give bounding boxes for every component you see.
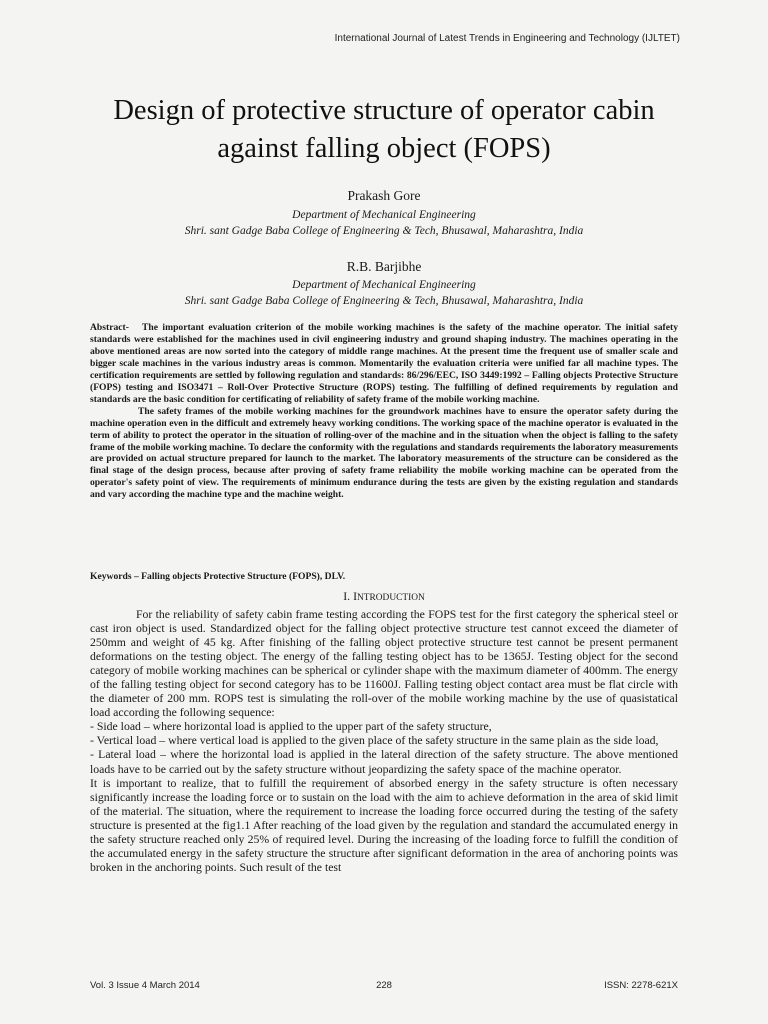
abstract-paragraph-1: Abstract- The important evaluation criterion of the mobile working machines is the safety of the machine operator. The initial safety standards were established for the machines used in civil engineering industry and ground shaping industry. The machines operating in the above mentioned areas are now sorted into the category of middle range machines. At the present time the frequent use of smaller scale and bigger scale machines in the various industry areas is common. Momentarily the evaluation criteria were unified far all machine types. The certification requirements are settled by following regulation and standards: 86/296/EEC, ISO 3449:1992 – Falling objects Protective Structure (FOPS) testing and ISO3471 – Roll-Over Protective Structure (ROPS) testing. The fulfilling of defined requirements by regulation and standards are the basic condition for certificating of reliability of safety frame of the mobile working machine.: [90, 322, 678, 405]
author-institution: Shri. sant Gadge Baba College of Engineering & Tech, Bhusawal, Maharashtra, India: [184, 225, 584, 237]
footer-issn: ISSN: 2278-621X: [604, 980, 678, 991]
author-department: Department of Mechanical Engineering: [292, 209, 476, 221]
keywords: Keywords – Falling objects Protective Structure (FOPS), DLV.: [90, 571, 346, 582]
author-name: Prakash Gore: [347, 188, 421, 203]
list-item: - Vertical load – where vertical load is applied to the given place of the safety structure in the same plain as the side load,: [90, 734, 659, 748]
author-name: R.B. Barjibhe: [346, 259, 422, 274]
abstract: [90, 322, 678, 501]
title-line-2: against falling object (FOPS): [217, 133, 551, 164]
title-line-1: Design of protective structure of operator cabin: [113, 95, 655, 126]
author-department: Department of Mechanical Engineering: [292, 279, 476, 291]
footer-page-number: 228: [376, 980, 392, 991]
abstract-paragraph-2: The safety frames of the mobile working machines for the groundwork machines have to ensure the operator safety during the machine operation even in the difficult and extremely heavy working conditions. The working space of the machine operator is evaluated in the term of ability to protect the operator in the situation of rolling-over of the machine and in the situation when the object is falling to the safety frame of the mobile working machine. To declare the conformity with the regulations and standards requirements the laboratory measurements are provided on actual structure prepared for launch to the market. The laboratory measurements of the structure can be considered as the final stage of the design process, because after proving of safety frame reliability the mobile working machine can be operated from the operator's safety point of view. The requirements of minimum endurance during the tests are given by the existing regulation and standards and vary according the machine type and the machine weight.: [90, 405, 678, 501]
author-block-2: [40, 258, 728, 309]
list-item: - Lateral load – where the horizontal load is applied in the lateral direction of the safety structure. The above mentioned loads have to be carried out by the safety structure without jeopardizing the safety space of the machine operator.: [90, 748, 678, 776]
list-item: - Side load – where horizontal load is applied to the upper part of the safety structure,: [90, 720, 492, 734]
body-paragraph: For the reliability of safety cabin frame testing according the FOPS test for the first category the spherical steel or cast iron object is used. Standardized object for the falling object protective structure test cannot exceed the diameter of 250mm and weight of 45 kg. After finishing of the falling object protective structure test cannot be present permanent deformations on the testing object. The energy of the falling testing object has to be 1365J. Testing object for the second category of mobile working machines can be spherical or cylinder shape with the maximum diameter of 400mm. The energy of the falling testing object for second category has to be 11600J. Falling testing object contact area must be flat circle with the diameter of 200 mm. ROPS test is simulating the roll-over of the mobile working machine by the use of quasistatical load according the following sequence:: [90, 608, 678, 720]
footer-volume: Vol. 3 Issue 4 March 2014: [90, 980, 200, 991]
body-paragraph: It is important to realize, that to fulfill the requirement of absorbed energy in the safety structure is often necessary significantly increase the loading force or to sustain on the load with the aim to achieve deformation in the area of skid limit of the material. The situation, where the requirement to increase the loading force occurred during the testing of the safety structure is presented at the fig1.1 After reaching of the load given by the regulation and standard the accumulated energy in the safety structure reached only 25% of required level. During the increasing of the loading force to fulfill the condition of the accumulated energy in the safety structure the structure after significant deformation in the area of anchoring points was broken in the anchoring points. Such result of the test: [90, 776, 678, 874]
author-block-1: [40, 187, 728, 239]
introduction-body: [90, 608, 678, 875]
paper-title: [40, 92, 728, 168]
abstract-label: Abstract-: [90, 322, 129, 333]
author-institution: Shri. sant Gadge Baba College of Engineering & Tech, Bhusawal, Maharashtra, India: [184, 295, 584, 307]
section-heading-introduction: I. INTRODUCTION: [343, 589, 425, 603]
journal-header: International Journal of Latest Trends in Engineering and Technology (IJLTET): [334, 33, 680, 44]
